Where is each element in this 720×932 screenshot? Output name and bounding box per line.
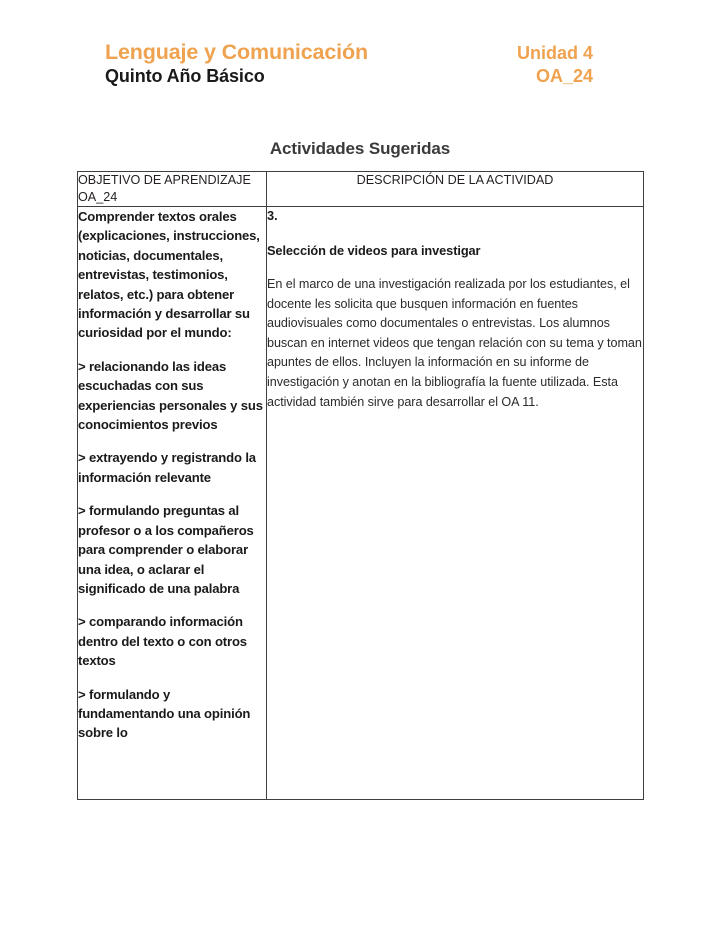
header-row-secondary <box>105 66 635 87</box>
table-row <box>78 207 644 800</box>
header-row-primary <box>105 40 635 65</box>
objective-paragraph: Comprender textos orales (explicaciones, instrucciones, noticias, documentales, entrevistas, testimonios, relatos, etc.) para obtener información y desarrollar su curiosidad por el mundo: <box>78 209 260 341</box>
description-cell <box>267 207 644 800</box>
objective-paragraph: > comparando información dentro del texto o con otros textos <box>78 614 247 669</box>
activity-subtitle: Selección de videos para investigar <box>267 243 481 258</box>
table-header-row <box>78 172 644 207</box>
activities-table <box>77 171 644 800</box>
unit-label: Unidad 4 <box>516 43 593 63</box>
objective-paragraph: > formulando preguntas al profesor o a los compañeros para comprender o elaborar una idea, o aclarar el significado de una palabra <box>78 503 254 596</box>
oa-code-label: OA_24 <box>535 66 593 86</box>
objective-cell <box>78 207 267 800</box>
page-header <box>105 40 635 87</box>
table-header <box>78 172 644 207</box>
objective-paragraph: > extrayendo y registrando la información relevante <box>78 450 256 485</box>
objective-paragraph: > formulando y fundamentando una opinión sobre lo <box>78 686 251 741</box>
table-body <box>78 207 644 800</box>
activity-number: 3. <box>267 208 278 223</box>
grade-title: Quinto Año Básico <box>105 66 265 86</box>
activity-body: En el marco de una investigación realizada por los estudiantes, el docente les solicita que busquen información en fuentes audiovisuales como documentales o entrevistas. Los alumnos buscan en internet videos que tengan relación con su tema y toman apuntes de ellos. Incluyen la información en su informe de investigación y anotan en la bibliografía la fuente utilizada. Esta actividad también sirve para desarrollar el OA 11. <box>267 277 642 409</box>
column-header-objective: OBJETIVO DE APRENDIZAJE OA_24 <box>78 172 267 207</box>
subject-title: Lenguaje y Comunicación <box>105 40 368 64</box>
section-title: Actividades Sugeridas <box>269 139 451 158</box>
column-header-description: DESCRIPCIÓN DE LA ACTIVIDAD <box>267 172 644 207</box>
objective-paragraph: > relacionando las ideas escuchadas con sus experiencias personales y sus conocimientos previos <box>78 358 263 433</box>
